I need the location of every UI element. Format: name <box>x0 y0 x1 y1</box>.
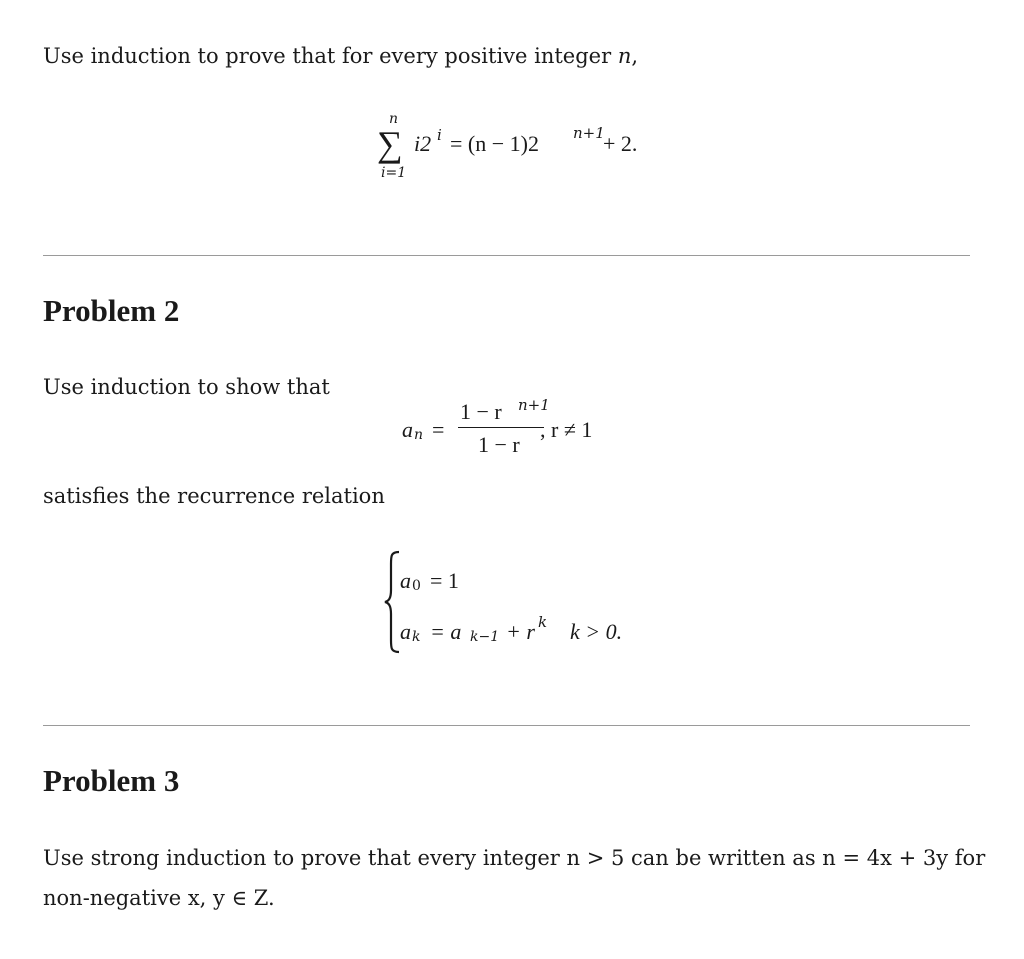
closed-form-denominator: 1 − r <box>478 432 520 457</box>
sum-lower-limit: i=1 <box>381 165 407 181</box>
problem-3-line-2: non-negative x, y ∈ Z. <box>43 886 275 910</box>
divider-1 <box>43 255 970 256</box>
sum-rhs-tail: + 2. <box>603 131 638 156</box>
sum-body: i2 <box>414 131 432 156</box>
closed-form-lhs-subscript: n <box>414 427 424 443</box>
case-1-subscript: 0 <box>412 578 421 594</box>
closed-form-numerator-exponent: n+1 <box>518 396 550 414</box>
closed-form-condition: , r ≠ 1 <box>540 417 593 442</box>
case-2-condition: k > 0. <box>570 619 623 644</box>
problem-1-intro-text: Use induction to prove that for every positive integer <box>43 44 618 68</box>
sum-body-exponent: i <box>437 126 442 144</box>
case-1-a: a <box>400 568 411 593</box>
case-2-rhs-subscript: k−1 <box>470 629 500 645</box>
problem-1-intro-variable: n <box>617 44 632 68</box>
case-2-subscript: k <box>412 629 421 645</box>
problem-2-between-text: satisfies the recurrence relation <box>43 484 385 508</box>
sum-upper-limit: n <box>389 111 399 127</box>
sum-rhs-exponent: n+1 <box>573 124 605 142</box>
problem-2-heading: Problem 2 <box>43 293 180 328</box>
divider-2 <box>43 725 970 726</box>
problem-3-line-1: Use strong induction to prove that every integer n > 5 can be written as n = 4x + 3y for <box>43 846 986 870</box>
problem-3-heading: Problem 3 <box>43 763 180 798</box>
sum-sigma: ∑ <box>377 124 403 164</box>
sum-rhs: = (n − 1)2 <box>450 131 539 156</box>
left-brace-icon <box>383 550 401 654</box>
closed-form-numerator: 1 − r <box>460 399 502 424</box>
problem-1-intro <box>43 44 638 68</box>
case-1-value: = 1 <box>430 568 459 593</box>
case-2-a: a <box>400 619 411 644</box>
case-2-rhs: = a <box>430 619 462 644</box>
case-2-plus: + r <box>506 619 535 644</box>
closed-form-equals: = <box>432 417 445 442</box>
problem-2-intro: Use induction to show that <box>43 375 330 399</box>
closed-form-lhs: a <box>402 417 413 442</box>
case-2-exponent: k <box>538 613 548 631</box>
problem-1-intro-comma: , <box>631 44 639 68</box>
closed-form-fraction-bar <box>458 427 544 428</box>
